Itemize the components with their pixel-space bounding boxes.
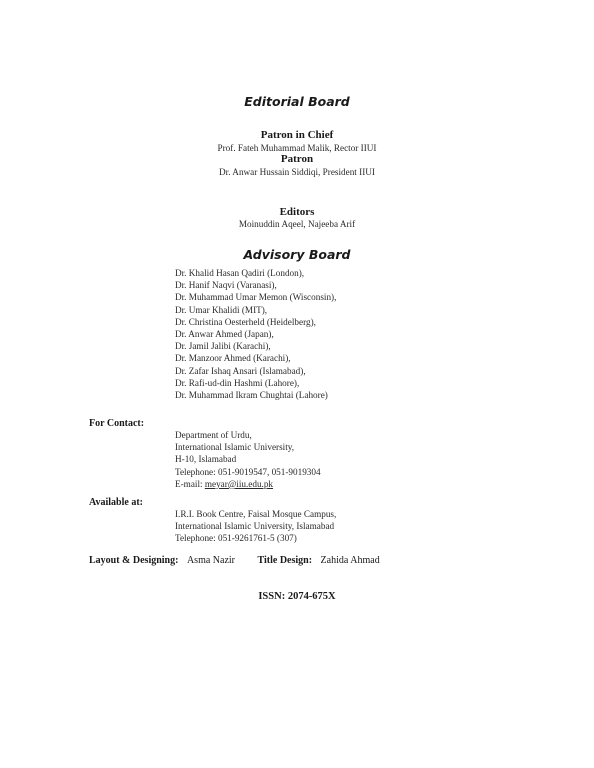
layout-label: Layout & Designing:	[89, 555, 179, 566]
advisory-member-list	[175, 267, 336, 401]
editors-names: Moinuddin Aqeel, Najeeba Arif	[238, 219, 356, 229]
editorial-board-title: Editorial Board	[244, 94, 350, 109]
contact-block	[175, 429, 321, 490]
contact-line: Department of Urdu,	[175, 430, 252, 440]
editors-heading: Editors	[279, 206, 315, 218]
advisory-member: Dr. Anwar Ahmed (Japan),	[175, 328, 274, 339]
patron-in-chief-heading: Patron in Chief	[260, 129, 334, 141]
advisory-member: Dr. Rafi-ud-din Hashmi (Lahore),	[175, 377, 300, 388]
email-link[interactable]: meyar@iiu.edu.pk	[204, 478, 274, 489]
contact-email-line	[175, 478, 321, 490]
availability-line: I.R.I. Book Centre, Faisal Mosque Campus,	[175, 509, 337, 519]
availability-label: Available at:	[89, 497, 143, 508]
patron-in-chief-name: Prof. Fateh Muhammad Malik, Rector IIUI	[217, 143, 377, 153]
advisory-member: Dr. Jamil Jalibi (Karachi),	[175, 341, 271, 352]
advisory-member: Dr. Umar Khalidi (MIT),	[175, 304, 268, 315]
advisory-member: Dr. Zafar Ishaq Ansari (Islamabad),	[175, 365, 306, 376]
contact-line: Telephone: 051-9019547, 051-9019304	[175, 466, 321, 477]
patron-name: Dr. Anwar Hussain Siddiqi, President IIUI	[219, 167, 375, 177]
availability-line: International Islamic University, Islamabad	[175, 521, 335, 532]
contact-line: H-10, Islamabad	[175, 454, 237, 465]
advisory-board-title: Advisory Board	[243, 247, 351, 262]
advisory-member: Dr. Hanif Naqvi (Varanasi),	[175, 280, 277, 291]
issn: ISSN: 2074-675X	[258, 591, 336, 602]
advisory-member: Dr. Khalid Hasan Qadiri (London),	[175, 268, 305, 278]
advisory-member: Dr. Muhammad Umar Memon (Wisconsin),	[175, 292, 337, 303]
credits-line	[89, 555, 380, 566]
contact-line: International Islamic University,	[175, 442, 295, 453]
advisory-member: Dr. Manzoor Ahmed (Karachi),	[175, 353, 291, 364]
email-prefix: E-mail:	[175, 478, 203, 489]
advisory-member: Dr. Muhammad Ikram Chughtai (Lahore)	[175, 389, 328, 400]
contact-label: For Contact:	[89, 418, 145, 429]
availability-block	[175, 508, 336, 545]
patron-heading: Patron	[280, 153, 314, 165]
availability-line: Telephone: 051-9261761-5 (307)	[175, 533, 297, 544]
advisory-member: Dr. Christina Oesterheld (Heidelberg),	[175, 316, 316, 327]
title-design-name: Zahida Ahmad	[320, 555, 380, 566]
title-design-label: Title Design:	[257, 555, 313, 566]
layout-name: Asma Nazir	[186, 555, 235, 566]
